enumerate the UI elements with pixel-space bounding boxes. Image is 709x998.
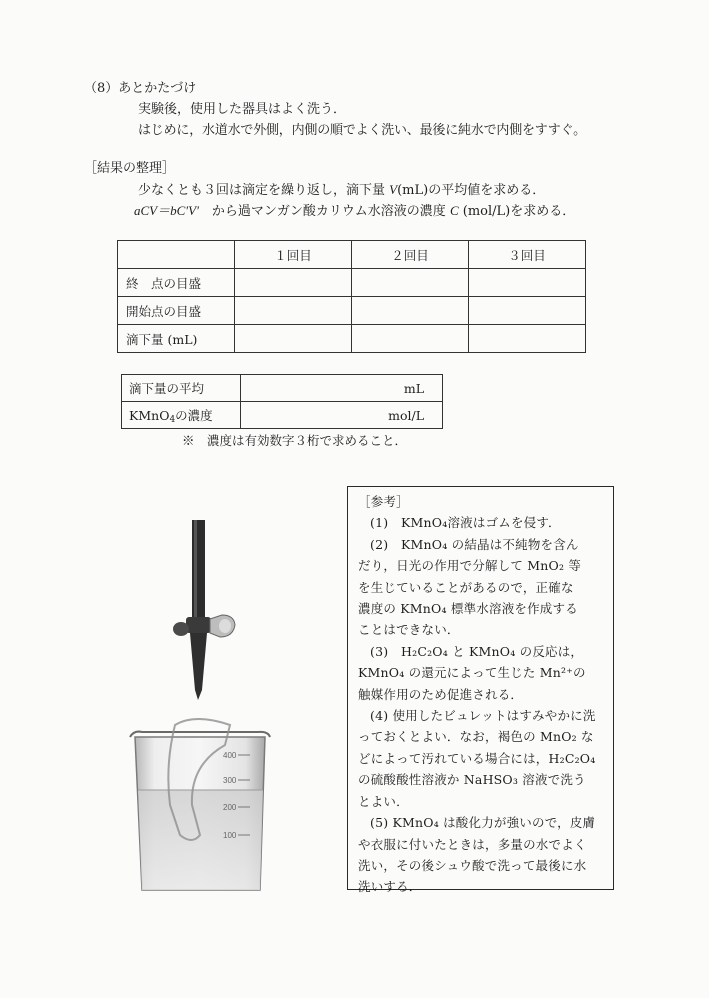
table-header-row (118, 241, 586, 269)
table-header: １回目 (235, 241, 352, 269)
reference-item-5-cont: 洗いする． (358, 879, 422, 895)
formula: aCV＝bC′V′ (134, 203, 199, 218)
table-cell[interactable] (235, 325, 352, 353)
table-header-empty (118, 241, 235, 269)
reference-title: ［参考］ (358, 494, 409, 509)
table-header: ２回目 (352, 241, 469, 269)
table-header: ３回目 (469, 241, 586, 269)
reference-item-5-cont: 洗い，その後シュウ酸で洗って最後に水 (358, 857, 587, 873)
reference-item-4: (4) 使用したビュレットはすみやかに洗 (370, 708, 596, 724)
results-line-1: 少なくとも３回は滴定を繰り返し，滴下量 V(mL)の平均値を求める． (138, 182, 546, 198)
reference-item-4-cont: っておくとよい．なお，褐色の MnO₂ な (358, 729, 594, 745)
concentration-unit[interactable]: mol/L (241, 402, 443, 429)
reference-item-3-cont: 触媒作用のため促進される． (358, 686, 524, 702)
reference-item-2-cont: を生じていることがあるので，正確な (358, 579, 574, 595)
reference-item-2-cont: 濃度の KMnO₄ 標準水溶液を作成する (358, 601, 578, 617)
table-row (122, 402, 443, 429)
average-unit[interactable]: mL (241, 375, 443, 402)
reference-item-5: (5) KMnO₄ は酸化力が強いので，皮膚 (370, 815, 596, 831)
row-label: 開始点の目盛 (118, 297, 235, 325)
reference-item-2-cont: だり，日光の作用で分解して MnO₂ 等 (358, 558, 582, 574)
table-cell[interactable] (352, 325, 469, 353)
table-cell[interactable] (235, 269, 352, 297)
reference-item-1: (1) KMnO₄溶液はゴムを侵す． (370, 515, 561, 531)
table-row (122, 375, 443, 402)
beaker-mark: 300 (223, 776, 237, 785)
reference-item-4-cont: どによって汚れている場合には，H₂C₂O₄ (358, 750, 596, 766)
cleanup-line-2: はじめに，水道水で外側，内側の順でよく洗い、最後に純水で内側をすすぐ。 (138, 123, 586, 138)
reference-item-4-cont: の硫酸酸性溶液か NaHSO₃ 溶液で洗う (358, 772, 586, 788)
reference-box (347, 486, 614, 895)
var-v: V (389, 182, 398, 197)
concentration-label: KMnO$_4$の濃度 (122, 402, 241, 429)
table-row (118, 325, 586, 353)
reference-item-3-cont: KMnO₄ の還元によって生じた Mn²⁺の (358, 665, 586, 681)
reference-item-2-cont: ことはできない． (358, 622, 460, 638)
beaker-mark: 200 (223, 803, 237, 812)
section-heading: （8）あとかたづけ (84, 81, 197, 96)
var-c: C (449, 203, 459, 218)
significant-figures-note: ※ 濃度は有効数字３桁で求めること． (182, 433, 408, 448)
table-cell[interactable] (235, 297, 352, 325)
reference-item-2: (2) KMnO₄ の結晶は不純物を含ん (370, 536, 579, 552)
beaker-mark: 400 (223, 751, 237, 760)
results-heading: ［結果の整理］ (84, 161, 176, 176)
results-line-2: aCV＝bC′V′ から過マンガン酸カリウム水溶液の濃度 C (mol/L)を求める． (134, 203, 576, 219)
reference-item-3: (3) H₂C₂O₄ と KMnO₄ の反応は， (370, 643, 584, 659)
average-label: 滴下量の平均 (122, 375, 241, 402)
row-label: 終 点の目盛 (118, 269, 235, 297)
table-cell[interactable] (352, 269, 469, 297)
table-cell[interactable] (469, 297, 586, 325)
titration-table (117, 240, 586, 353)
summary-table (121, 374, 443, 429)
reference-item-4-cont: とよい． (358, 793, 409, 809)
burette-beaker-illustration-icon (120, 515, 300, 895)
beaker-mark: 100 (223, 831, 237, 840)
cleanup-line-1: 実験後，使用した器具はよく洗う． (138, 102, 347, 117)
table-row (118, 297, 586, 325)
table-cell[interactable] (352, 297, 469, 325)
table-cell[interactable] (469, 325, 586, 353)
table-cell[interactable] (469, 269, 586, 297)
reference-item-5-cont: や衣服に付いたときは，多量の水でよく (358, 836, 587, 852)
table-row (118, 269, 586, 297)
row-label: 滴下量 (mL) (118, 325, 235, 353)
